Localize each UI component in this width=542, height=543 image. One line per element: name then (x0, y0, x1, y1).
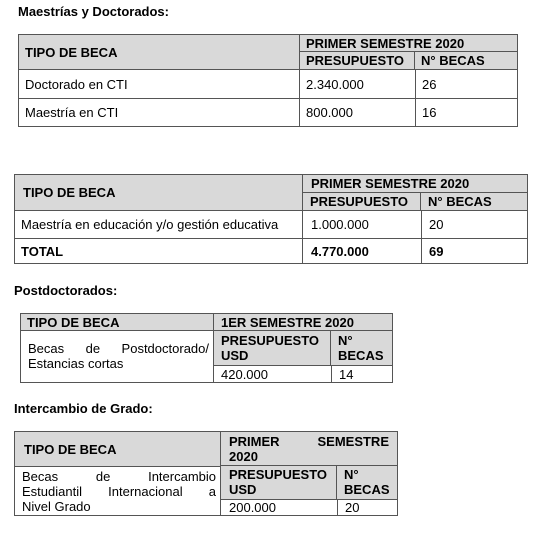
header-count (421, 193, 527, 210)
header-budget (302, 193, 421, 210)
header-tipo-de-beca-label: TIPO DE BECA (25, 44, 118, 60)
row-count-value: 14 (339, 367, 354, 382)
row-budget-value: 2.340.000 (306, 76, 364, 92)
row-type-line3: Nivel Grado (22, 499, 91, 514)
header-tipo-de-beca-label: TIPO DE BECA (23, 185, 116, 200)
total-count-value: 69 (429, 243, 444, 259)
table-masters-doctorates-1 (18, 34, 518, 127)
header-count-label: N° BECAS (421, 53, 485, 68)
row-count (415, 69, 517, 98)
row-count-value: 26 (422, 76, 437, 92)
row-type: Maestría en educación y/o gestión educativa (21, 217, 279, 232)
header-budget (213, 331, 331, 365)
row-count-value: 20 (429, 217, 444, 232)
row-budget-value: 200.000 (229, 500, 276, 515)
row-budget-value: 1.000.000 (311, 217, 369, 232)
header-count (415, 52, 517, 69)
header-budget-label: PRESUPUESTO (306, 53, 405, 68)
table-exchange (14, 431, 398, 516)
row-type-line1: Becas de Intercambio (22, 469, 216, 484)
table-masters-doctorates-2 (14, 174, 528, 264)
header-budget-line2: USD (221, 348, 249, 363)
header-period (302, 175, 527, 193)
total-budget-value: 4.770.000 (311, 243, 369, 259)
row-count-value: 16 (422, 105, 437, 120)
header-tipo-de-beca (15, 175, 302, 210)
header-budget (220, 466, 337, 499)
header-count-line1: N° (344, 467, 359, 482)
header-tipo-de-beca (15, 432, 220, 466)
row-type (15, 466, 220, 515)
section-heading-exchange: Intercambio de Grado: (14, 401, 153, 416)
table-row (19, 69, 299, 98)
row-type (21, 331, 213, 382)
header-budget-line1: PRESUPUESTO (229, 467, 328, 482)
row-type-line2: Estudiantil Internacional a (22, 484, 216, 499)
header-count-line2: BECAS (344, 482, 390, 497)
total-count (421, 238, 527, 263)
header-budget-label: PRESUPUESTO (310, 194, 409, 209)
row-budget-value: 800.000 (306, 105, 353, 120)
header-tipo-de-beca-label: TIPO DE BECA (24, 441, 117, 457)
header-period (213, 314, 392, 331)
header-budget-line2: USD (229, 482, 257, 497)
header-period-label: PRIMER SEMESTRE 2020 (306, 36, 465, 51)
row-count (337, 499, 397, 515)
total-budget (302, 238, 421, 263)
header-count-label: N° BECAS (428, 194, 492, 209)
header-period-line1: PRIMER SEMESTRE (229, 434, 389, 449)
row-count (331, 365, 392, 382)
header-period (299, 35, 517, 52)
header-tipo-de-beca (19, 35, 299, 69)
table-postdoc (20, 313, 393, 383)
row-type: Doctorado en CTI (25, 76, 128, 92)
row-budget (220, 499, 337, 515)
table-row (19, 98, 299, 126)
row-budget-value: 420.000 (221, 367, 268, 382)
header-period (220, 432, 397, 466)
row-type: Maestría en CTI (25, 105, 119, 120)
row-budget (302, 210, 421, 238)
header-budget (299, 52, 415, 69)
header-count-line2: BECAS (338, 348, 384, 363)
row-budget (299, 69, 415, 98)
table-row (15, 210, 302, 238)
header-period-label: 1ER SEMESTRE 2020 (221, 315, 354, 330)
section-heading-postdoc: Postdoctorados: (14, 283, 118, 298)
header-count (337, 466, 397, 499)
total-label: TOTAL (21, 243, 64, 259)
header-tipo-de-beca-label: TIPO DE BECA (27, 315, 120, 330)
header-count-line1: N° (338, 333, 353, 348)
section-heading-masters-doctorates: Maestrías y Doctorados: (18, 4, 169, 19)
row-type-line2: Estancias cortas (28, 356, 124, 371)
row-count (415, 98, 517, 126)
header-period-label: PRIMER SEMESTRE 2020 (311, 176, 470, 191)
row-budget (299, 98, 415, 126)
header-count (331, 331, 392, 365)
row-budget (213, 365, 331, 382)
row-count-value: 20 (345, 500, 360, 515)
row-type-line1: Becas de Postdoctorado/ (28, 341, 209, 356)
total-row (15, 238, 302, 263)
header-tipo-de-beca (21, 314, 213, 331)
row-count (421, 210, 527, 238)
header-period-line2: 2020 (229, 449, 258, 464)
header-budget-line1: PRESUPUESTO (221, 333, 320, 348)
